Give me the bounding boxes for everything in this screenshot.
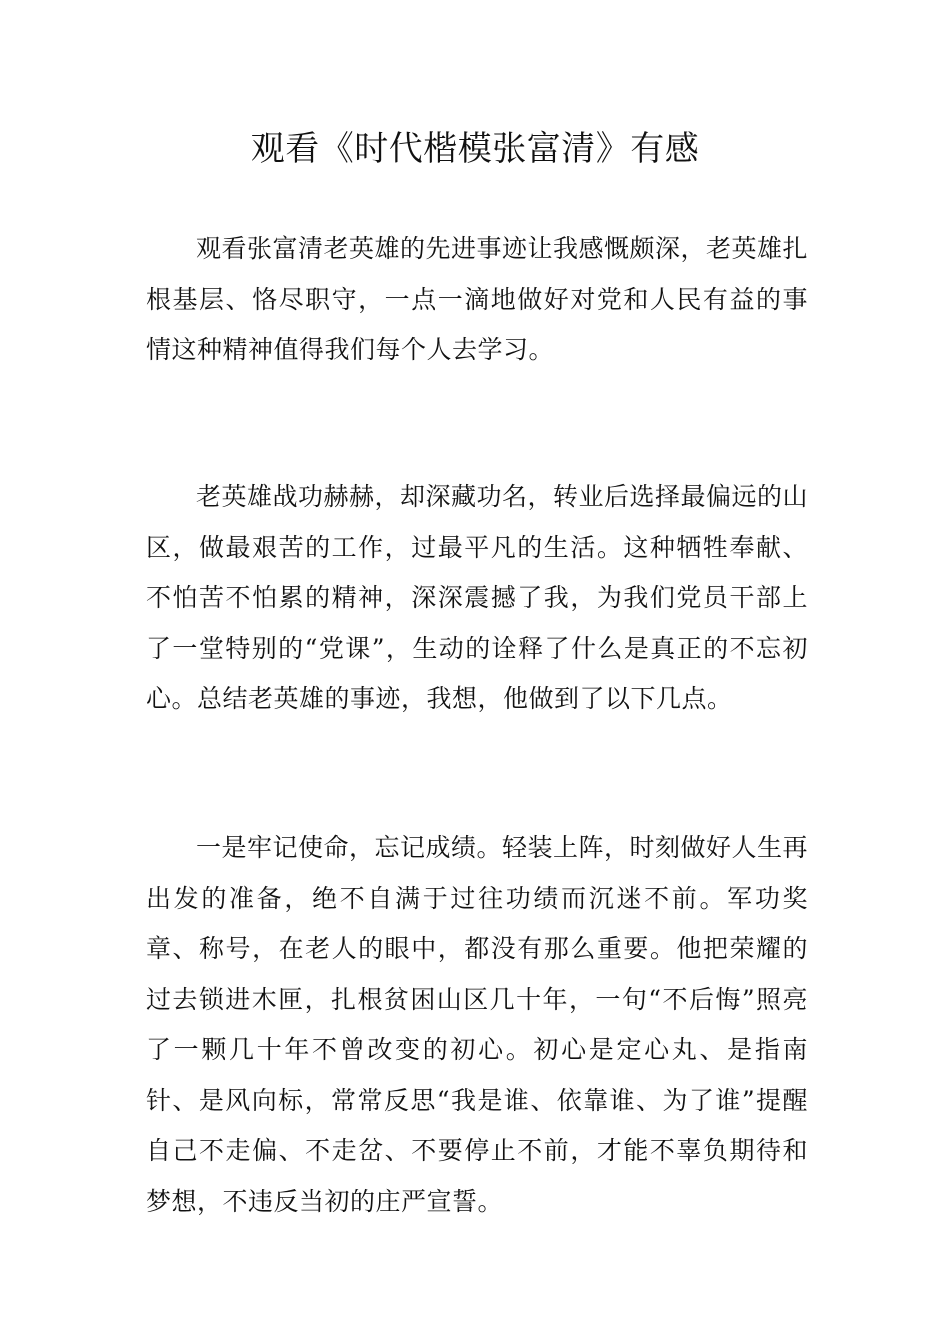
document-title: 观看《时代楷模张富清》有感: [250, 129, 700, 169]
paragraph-1: 观看张富清老英雄的先进事迹让我感慨颇深，老英雄扎根基层、恪尽职守，一点一滴地做好对党和人民有益的事情这种精神值得我们每个人去学习。: [146, 234, 809, 364]
paragraph-3: 一是牢记使命，忘记成绩。轻装上阵，时刻做好人生再出发的准备，绝不自满于过往功绩而沉迷不前。军功奖章、称号，在老人的眼中，都没有那么重要。他把荣耀的过去锁进木匣，扎根贫困山区几十年，一句“不后悔”照亮了一颗几十年不曾改变的初心。初心是定心丸、是指南针、是风向标，常常反思“我是谁、依靠谁、为了谁”提醒自己不走偏、不走岔、不要停止不前，才能不辜负期待和梦想，不违反当初的庄严宣誓。: [146, 833, 809, 1216]
paragraph-2: 老英雄战功赫赫，却深藏功名，转业后选择最偏远的山区，做最艰苦的工作，过最平凡的生活。这种牺牲奉献、不怕苦不怕累的精神，深深震撼了我，为我们党员干部上了一堂特别的“党课”，生动的诠释了什么是真正的不忘初心。总结老英雄的事迹，我想，他做到了以下几点。: [146, 482, 809, 713]
